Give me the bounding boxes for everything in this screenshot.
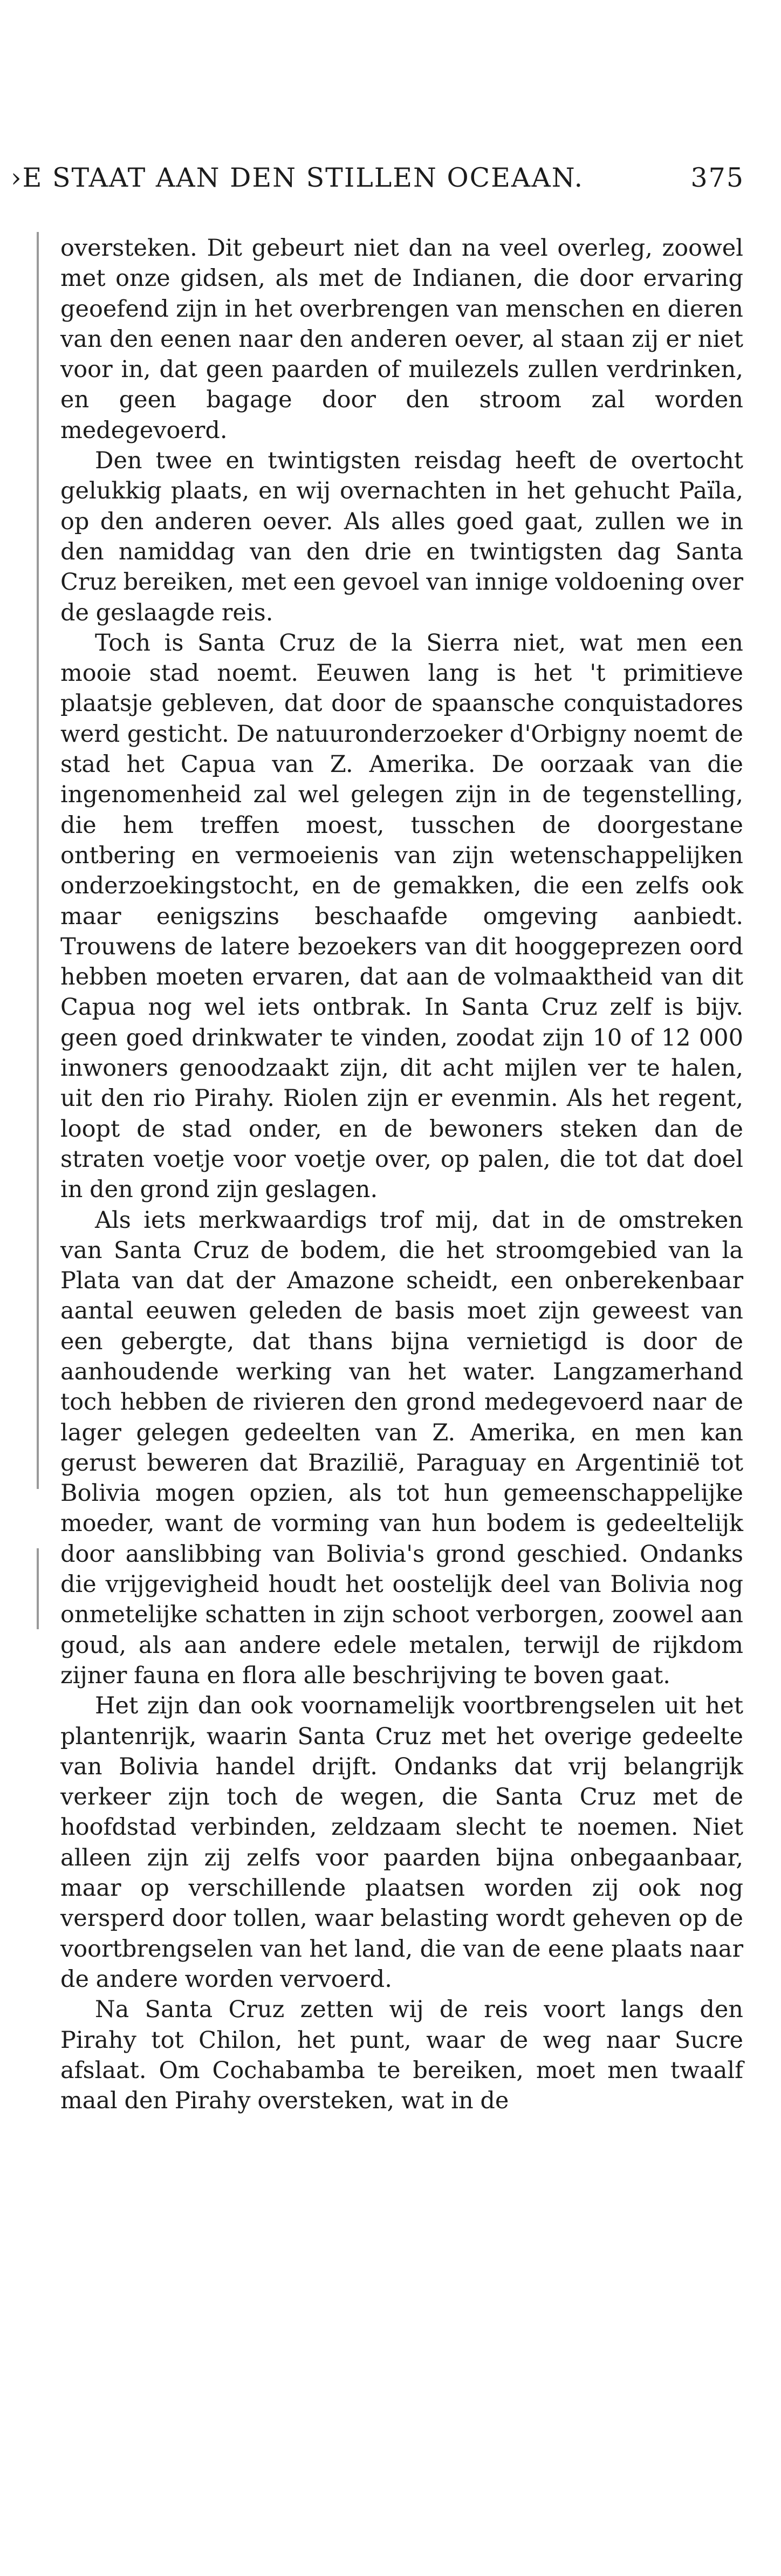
running-title: ›E STAAT AAN DEN STILLEN OCEAAN. <box>11 162 584 193</box>
page-header <box>11 162 744 194</box>
paragraph: Het zijn dan ook voornamelijk voortbrengselen uit het plantenrijk, waarin Santa Cruz met het overige gedeelte van Bolivia handel drijft. Ondanks dat vrij belangrijk verkeer zijn toch de wegen, die Santa Cruz met de hoofdstad verbinden, zeldzaam slecht te noemen. Niet alleen zijn zij zelfs voor paarden bijna onbegaanbaar, maar op verschillende plaatsen worden zij ook nog versperd door tollen, waar belasting wordt geheven op de voortbrengselen van het land, die van de eene plaats naar de andere worden vervoerd. <box>60 1692 743 1993</box>
margin-line-lower <box>37 1548 39 1629</box>
paragraph: Na Santa Cruz zetten wij de reis voort langs den Pirahy tot Chilon, het punt, waar de weg naar Sucre afslaat. Om Cochabamba te bereiken, moet men twaalf maal den Pirahy oversteken, wat in de <box>60 1996 743 2115</box>
paragraph-continuation: oversteken. Dit gebeurt niet dan na veel overleg, zoowel met onze gidsen, als met de Indianen, die door ervaring geoefend zijn in het overbrengen van menschen en dieren van den eenen naar den anderen oever, al staan zij er niet voor in, dat geen paarden of muilezels zullen verdrinken, en geen bagage door den stroom zal worden medegevoerd. <box>60 235 743 444</box>
paragraph: Toch is Santa Cruz de la Sierra niet, wat men een mooie stad noemt. Eeuwen lang is het 't primitieve plaatsje gebleven, dat door de spaansche conquistadores werd gesticht. De natuuronderzoeker d'Orbigny noemt de stad het Capua van Z. Amerika. De oorzaak van die ingenomenheid zal wel gelegen zijn in de tegenstelling, die hem treffen moest, tusschen de doorgestane ontbering en vermoeienis van zijn wetenschappelijken onderzoekingstocht, en de gemakken, die een zelfs ook maar eenigszins beschaafde omgeving aanbiedt. Trouwens de latere bezoekers van dit hooggeprezen oord hebben moeten ervaren, dat aan de volmaaktheid van dit Capua nog wel iets ontbrak. In Santa Cruz zelf is bijv. geen goed drinkwater te vinden, zoodat zijn 10 of 12 000 inwoners genoodzaakt zijn, dit acht mijlen ver te halen, uit den rio Pirahy. Riolen zijn er evenmin. Als het regent, loopt de stad onder, en de bewoners steken dan de straten voetje voor voetje over, op palen, die tot dat doel in den grond zijn geslagen. <box>60 629 743 1204</box>
margin-line <box>37 232 39 1489</box>
paragraph: Als iets merkwaardigs trof mij, dat in de omstreken van Santa Cruz de bodem, die het stroomgebied van la Plata van dat der Amazone scheidt, een onberekenbaar aantal eeuwen geleden de basis moet zijn geweest van een gebergte, dat thans bijna vernietigd is door de aanhoudende werking van het water. Langzamerhand toch hebben de rivieren den grond medegevoerd naar de lager gelegen gedeelten van Z. Amerika, en men kan gerust beweren dat Brazilië, Paraguay en Argentinië tot Bolivia mogen opzien, als tot hun gemeenschappelijke moeder, want de vorming van hun bodem is gedeeltelijk door aanslibbing van Bolivia's grond geschied. Ondanks die vrijgevigheid houdt het oostelijk deel van Bolivia nog onmetelijke schatten in zijn schoot verborgen, zoowel aan goud, als aan andere edele metalen, terwijl de rijkdom zijner fauna en flora alle beschrijving te boven gaat. <box>60 1206 743 1689</box>
body-text <box>60 233 743 2116</box>
paragraph: Den twee en twintigsten reisdag heeft de overtocht gelukkig plaats, en wij overnachten in het gehucht Païla, op den anderen oever. Als alles goed gaat, zullen we in den namiddag van den drie en twintigsten dag Santa Cruz bereiken, met een gevoel van innige voldoening over de geslaagde reis. <box>60 447 743 626</box>
page-number: 375 <box>690 162 744 193</box>
